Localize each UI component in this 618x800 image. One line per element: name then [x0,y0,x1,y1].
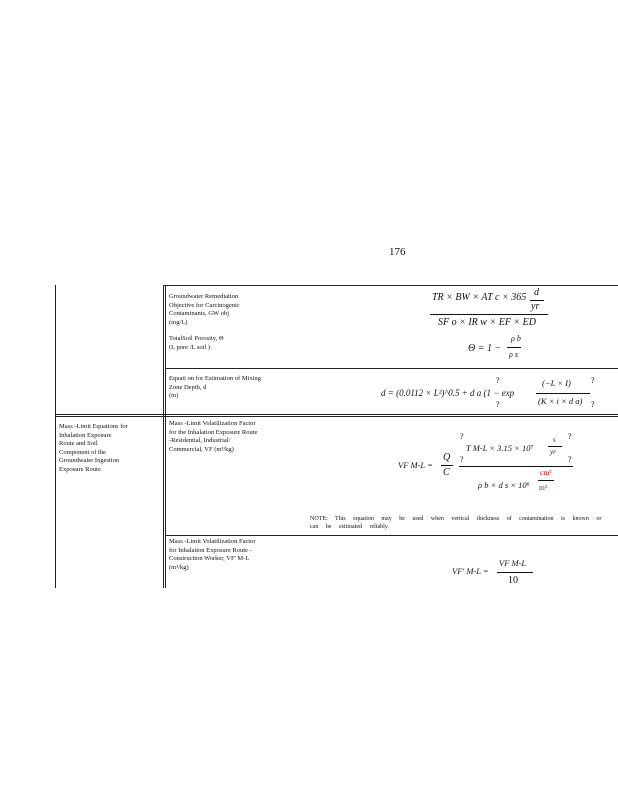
gw-obj-fraction-line [430,314,548,315]
mixing-depth-frac-num: (−L × I) [542,378,571,388]
table-divider-double [165,285,166,588]
table-top-border [163,285,618,286]
bracket-glyph: ? [460,432,464,441]
left-cell-line: Exposure Route [59,465,101,473]
bracket-glyph: ? [496,400,500,409]
row1-label [169,293,240,353]
row2-label-line: (m) [169,392,179,400]
row4-label-line: (m³/kg) [169,563,189,571]
row1-label-line: Contaminants, GW obj [169,310,230,318]
gw-obj-unit-den: yr [531,301,540,312]
gw-obj-denominator: SF o × IR w × EF × ED [438,317,537,328]
row4-label [169,538,256,572]
mixing-depth-fraction-line [536,393,590,394]
row3-label-line: Commercial, VF (m³/kg) [169,445,234,453]
porosity-lhs: Θ = 1 − [468,343,502,354]
vf-prime-lhs: VF' M-L = [452,566,489,576]
left-cell-line: Mass -Limit Equations for [59,423,128,430]
left-cell-line: Component of the [59,448,106,456]
row1-label-line: (L pore /L soil ) [169,343,211,351]
bracket-glyph: ? [568,432,572,441]
porosity-den: ρ s [509,350,518,359]
bracket-glyph: ? [460,455,464,464]
row-divider [165,535,618,536]
vf-prime-fraction-line [497,572,533,573]
gw-obj-numerator: TR × BW × AT c × 365 [432,292,527,303]
vf-ml-c: C [443,467,450,478]
vf-ml-num-unit-num: s [553,436,556,444]
row2-label-line: Zone Depth, d [169,383,207,391]
porosity-fraction-line [507,347,521,348]
vf-ml-den-unit-line [538,480,554,481]
vf-ml-q: Q [443,452,451,463]
row1-label-line: (mg/L) [169,318,188,326]
vf-ml-den-unit-den: m³ [539,483,548,492]
row-divider [55,416,618,417]
bracket-glyph: ? [591,400,595,409]
row1-label-line: Objective for Carcinogenic [169,301,240,309]
vf-ml-lhs: VF M-L = [398,460,433,470]
vf-ml-numerator: T M-L × 3.15 × 10⁷ [466,443,534,453]
left-cell-line: Inhalation Exposure [59,431,112,439]
row2-label [169,375,261,401]
page-number: 176 [389,246,406,258]
row3-label-line: Mass -Limit Volatilization Factor [169,420,256,427]
row3-label-line: -Residential, Industrial/ [169,437,231,445]
row3-label [169,420,257,454]
table-divider [163,285,164,588]
vf-prime-numerator: VF M-L [499,558,527,568]
left-cell-line: Route and Soil [59,440,98,448]
left-cell-line: Groundwater Ingestion [59,457,120,465]
bracket-glyph: ? [591,376,595,385]
vf-ml-note: NOTE: This equation may be used when vertical thickness of contamination is known or can be estimated reliably. [310,516,602,530]
row1-label-line: Groundwater Remediation [169,293,239,300]
vf-ml-denominator: ρ b × d s × 10⁶ [478,480,530,490]
row-divider [55,414,618,415]
bracket-glyph: ? [496,376,500,385]
row-divider [165,368,618,369]
gw-obj-unit-num: d [534,287,539,298]
row1-label-line: TotalSoil Porosity, Θ [169,335,224,343]
table-border-left [55,285,56,588]
row2-label-line: Equati on for Estimation of Mixing [169,375,261,382]
row3-label-line: for the Inhalation Exposure Route [169,428,258,436]
porosity-num: ρ b [511,334,521,343]
vf-prime-denominator: 10 [508,575,518,586]
vf-ml-num-unit-den: yr [550,448,556,456]
bracket-glyph: ? [568,455,572,464]
row1-label-line [169,327,240,335]
vf-ml-den-unit-num: cm³ [540,468,552,477]
row4-label-line: Mass -Limit Volatilization Factor [169,538,256,545]
mixing-depth-equation: d = (0.0112 × L²)^0.5 + d a (1 − exp [381,388,515,398]
left-cell-label [59,423,128,475]
vf-ml-qc-line [441,465,453,466]
mixing-depth-frac-den: (K × i × d a) [538,396,583,406]
vf-ml-fraction-line [459,466,573,467]
vf-ml-num-unit-line [548,446,562,447]
row4-label-line: for Inhalation Exposure Route - [169,546,252,554]
row4-label-line: Construction Worker, VF' M-L [169,555,250,563]
